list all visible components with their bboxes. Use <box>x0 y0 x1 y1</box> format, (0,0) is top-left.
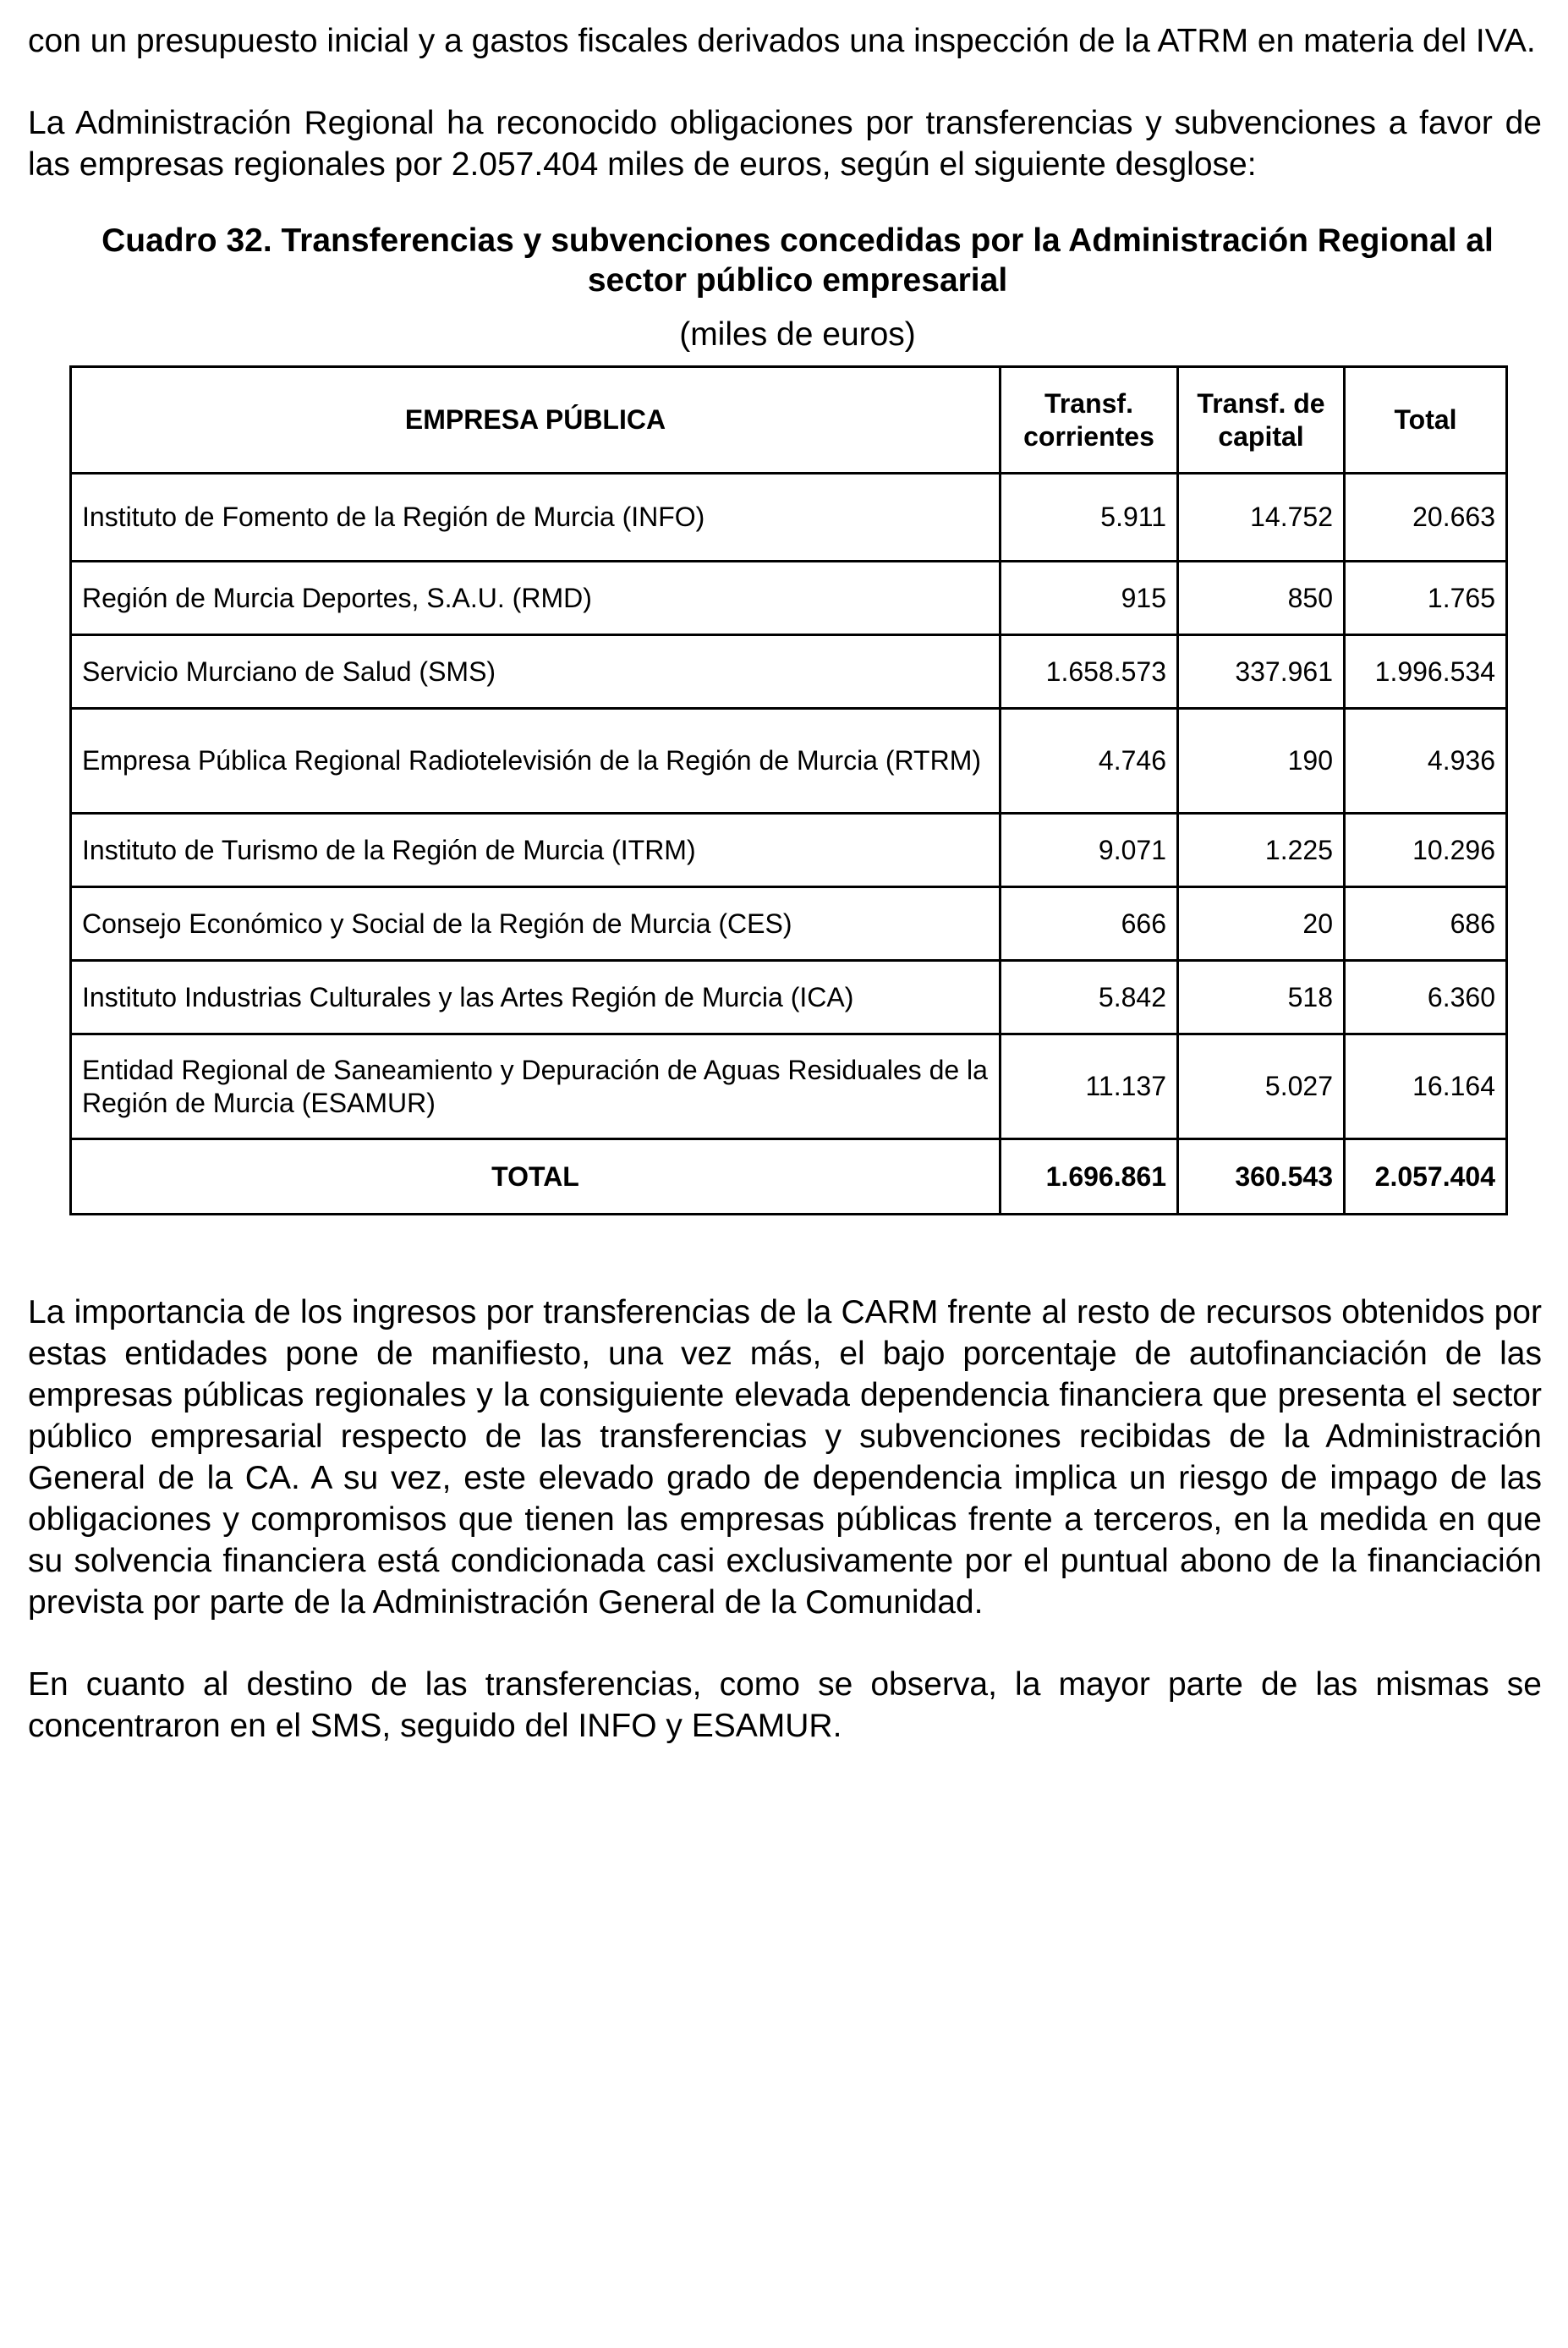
header-current-line2: corrientes <box>1023 420 1154 452</box>
row-total-value: 16.164 <box>1345 1034 1507 1139</box>
row-total-value: 20.663 <box>1345 474 1507 562</box>
row-entity-name: Empresa Pública Regional Radiotelevisión de la Región de Murcia (RTRM) <box>71 709 1001 814</box>
row-entity-name: Entidad Regional de Saneamiento y Depuración de Aguas Residuales de la Región de Murcia (ESAMUR) <box>71 1034 1001 1139</box>
table-header-row <box>71 367 1507 474</box>
row-current-value: 5.911 <box>1001 474 1178 562</box>
table-caption-line2: sector público empresarial <box>587 262 1008 299</box>
total-current-value: 1.696.861 <box>1001 1139 1178 1215</box>
total-label: TOTAL <box>71 1139 1001 1215</box>
row-current-value: 915 <box>1001 562 1178 635</box>
table-row <box>71 887 1507 961</box>
paragraph-intro-continuation: con un presupuesto inicial y a gastos fiscales derivados una inspección de la ATRM en materia del IVA. <box>28 23 1536 59</box>
row-capital-value: 14.752 <box>1178 474 1345 562</box>
paragraph-obligations: La Administración Regional ha reconocido obligaciones por transferencias y subvenciones a favor de las empresas regionales por 2.057.404 miles de euros, según el siguiente desglose: <box>28 105 1542 183</box>
header-current-transfers <box>1001 367 1178 474</box>
header-entity: EMPRESA PÚBLICA <box>71 367 1001 474</box>
table-row <box>71 961 1507 1034</box>
table-row <box>71 635 1507 709</box>
header-capital-line1: Transf. de <box>1197 387 1325 419</box>
row-total-value: 6.360 <box>1345 961 1507 1034</box>
row-total-value: 10.296 <box>1345 814 1507 887</box>
total-capital-value: 360.543 <box>1178 1139 1345 1215</box>
row-entity-name: Instituto Industrias Culturales y las Artes Región de Murcia (ICA) <box>71 961 1001 1034</box>
row-current-value: 5.842 <box>1001 961 1178 1034</box>
row-total-value: 1.996.534 <box>1345 635 1507 709</box>
table-total-row <box>71 1139 1507 1215</box>
table-row <box>71 709 1507 814</box>
table-caption <box>28 221 1542 300</box>
row-capital-value: 190 <box>1178 709 1345 814</box>
transfers-table <box>69 365 1508 1215</box>
row-current-value: 4.746 <box>1001 709 1178 814</box>
row-current-value: 11.137 <box>1001 1034 1178 1139</box>
paragraph-destination: En cuanto al destino de las transferencias, como se observa, la mayor parte de las mismas se concentraron en el SMS, seguido del INFO y ESAMUR. <box>28 1666 1542 1744</box>
row-entity-name: Servicio Murciano de Salud (SMS) <box>71 635 1001 709</box>
row-current-value: 1.658.573 <box>1001 635 1178 709</box>
body-text-section <box>28 1292 1542 1747</box>
table-units: (miles de euros) <box>679 316 916 353</box>
row-entity-name: Instituto de Turismo de la Región de Murcia (ITRM) <box>71 814 1001 887</box>
header-total: Total <box>1345 367 1507 474</box>
header-capital-transfers <box>1178 367 1345 474</box>
row-total-value: 686 <box>1345 887 1507 961</box>
header-current-line1: Transf. <box>1044 387 1133 419</box>
row-entity-name: Consejo Económico y Social de la Región de Murcia (CES) <box>71 887 1001 961</box>
total-total-value: 2.057.404 <box>1345 1139 1507 1215</box>
row-total-value: 1.765 <box>1345 562 1507 635</box>
row-capital-value: 5.027 <box>1178 1034 1345 1139</box>
table-row <box>71 814 1507 887</box>
table-row <box>71 562 1507 635</box>
table-caption-line1: Cuadro 32. Transferencias y subvenciones concedidas por la Administración Regional al <box>101 222 1494 259</box>
row-capital-value: 850 <box>1178 562 1345 635</box>
table-row <box>71 474 1507 562</box>
row-capital-value: 337.961 <box>1178 635 1345 709</box>
row-capital-value: 20 <box>1178 887 1345 961</box>
paragraph-dependence: La importancia de los ingresos por transferencias de la CARM frente al resto de recursos obtenidos por estas entidades pone de manifiesto, una vez más, el bajo porcentaje de autofinanciación de las empresas públicas regionales y la consiguiente elevada dependencia financiera que presenta el sector público empresarial respecto de las transferencias y subvenciones recibidas de la Administración General de la CA. A su vez, este elevado grado de dependencia implica un riesgo de impago de las obligaciones y compromisos que tienen las empresas públicas frente a terceros, en la medida en que su solvencia financiera está condicionada casi exclusivamente por el puntual abono de la financiación prevista por parte de la Administración General de la Comunidad. <box>28 1294 1542 1621</box>
row-current-value: 666 <box>1001 887 1178 961</box>
header-capital-line2: capital <box>1218 420 1304 452</box>
row-current-value: 9.071 <box>1001 814 1178 887</box>
row-entity-name: Instituto de Fomento de la Región de Murcia (INFO) <box>71 474 1001 562</box>
row-capital-value: 518 <box>1178 961 1345 1034</box>
row-total-value: 4.936 <box>1345 709 1507 814</box>
row-capital-value: 1.225 <box>1178 814 1345 887</box>
document-page <box>28 20 1542 1747</box>
row-entity-name: Región de Murcia Deportes, S.A.U. (RMD) <box>71 562 1001 635</box>
table-row <box>71 1034 1507 1139</box>
